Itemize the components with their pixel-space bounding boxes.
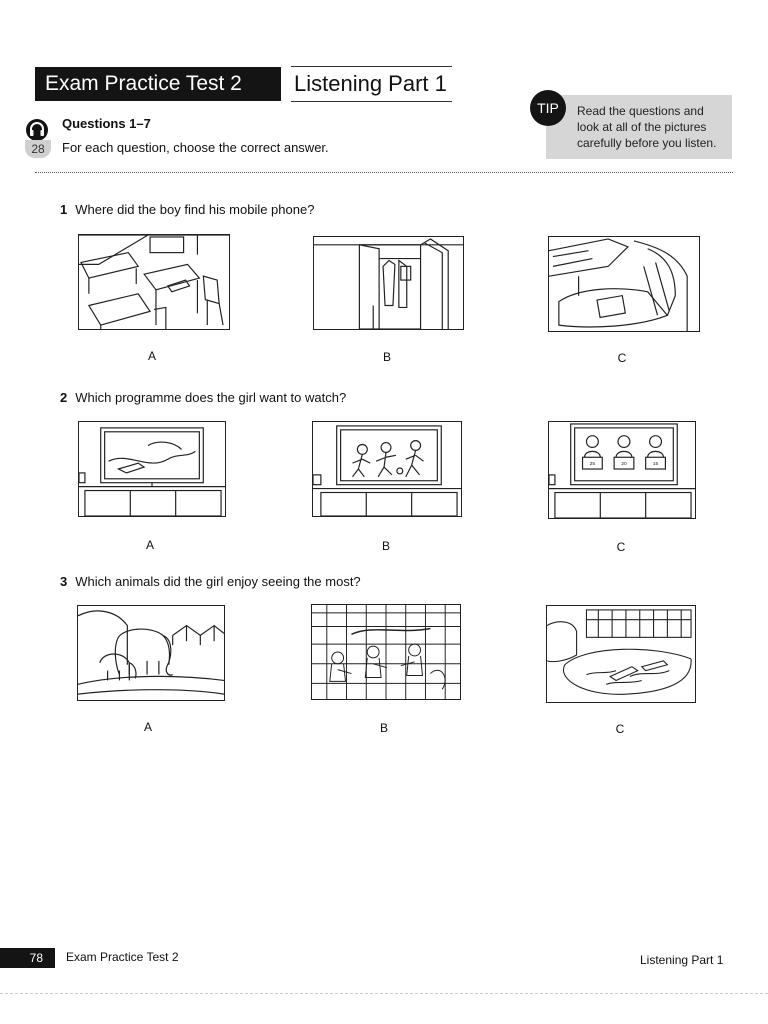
dotted-divider	[35, 172, 733, 173]
option-image-tv-quiz[interactable]	[548, 421, 696, 519]
option-label-c: C	[615, 722, 625, 736]
option-label-a: A	[147, 349, 156, 363]
tip-badge: TIP	[530, 90, 566, 126]
question-number: 1	[60, 202, 68, 217]
option-label-c: C	[616, 540, 626, 554]
page-number: 78	[0, 948, 55, 968]
question-3	[60, 574, 361, 589]
option-image-elephants[interactable]	[77, 605, 225, 701]
quiz-score-1: 25	[589, 462, 596, 468]
option-image-seals[interactable]	[546, 605, 696, 703]
page-edge-line	[0, 993, 768, 994]
option-image-tv-sport[interactable]	[312, 421, 462, 517]
question-2	[60, 390, 346, 405]
option-image-wardrobe[interactable]	[313, 236, 464, 330]
quiz-score-3: 15	[652, 462, 659, 468]
option-label-c: C	[617, 351, 627, 365]
title-rule-bottom	[291, 101, 452, 102]
tip-text: Read the questions and look at all of the pictures carefully before you listen.	[577, 104, 717, 150]
questions-range: Questions 1–7	[62, 116, 151, 131]
quiz-score-2: 20	[621, 462, 627, 468]
question-text: Which programme does the girl want to watch?	[75, 390, 347, 405]
headphones-icon	[25, 118, 49, 142]
part-title: Listening Part 1	[294, 71, 447, 96]
footer-test-title: Exam Practice Test 2	[66, 950, 179, 964]
question-number: 3	[60, 574, 68, 589]
option-image-desks[interactable]	[78, 234, 230, 330]
question-number: 2	[60, 390, 68, 405]
question-text: Which animals did the girl enjoy seeing the most?	[75, 574, 361, 589]
option-label-a: A	[143, 720, 152, 734]
option-label-b: B	[379, 721, 388, 735]
test-title: Exam Practice Test 2	[35, 67, 281, 101]
option-image-monkeys[interactable]	[311, 604, 461, 700]
footer-part-title: Listening Part 1	[640, 953, 724, 967]
option-image-tv-nature[interactable]	[78, 421, 226, 517]
track-number-badge: 28	[25, 140, 51, 158]
option-label-b: B	[381, 539, 390, 553]
option-image-car-seat[interactable]	[548, 236, 700, 332]
title-rule-top	[291, 66, 452, 67]
instruction-text: For each question, choose the correct answer.	[62, 140, 329, 155]
question-text: Where did the boy find his mobile phone?	[75, 202, 315, 217]
option-label-a: A	[145, 538, 154, 552]
question-1	[60, 202, 314, 217]
option-label-b: B	[382, 350, 391, 364]
